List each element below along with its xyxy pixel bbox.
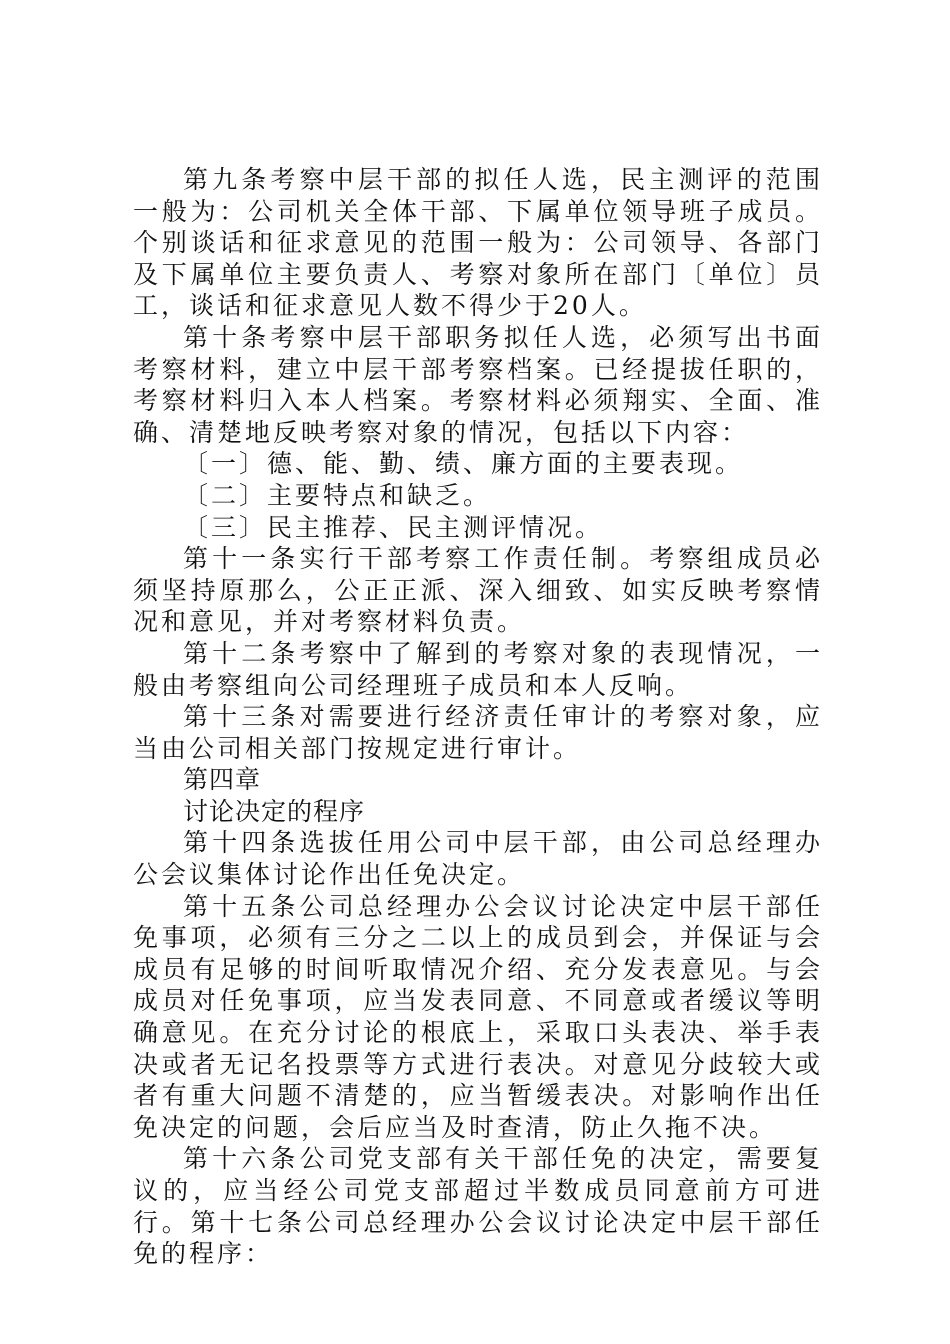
article-12-paragraph: 第十二条考察中了解到的考察对象的表现情况，一般由考察组向公司经理班子成员和本人反响。 [133,638,823,700]
article-13-paragraph: 第十三条对需要进行经济责任审计的考察对象，应当由公司相关部门按规定进行审计。 [133,702,823,763]
list-item-2: 〔二〕主要特点和缺乏。 [183,480,492,510]
list-item-1: 〔一〕德、能、勤、绩、廉方面的主要表现。 [183,449,744,479]
article-15-paragraph: 第十五条公司总经理办公会议讨论决定中层干部任免事项，必须有三分之二以上的成员到会，并保证与会成员有足够的时间听取情况介绍、充分发表意见。与会成员对任免事项，应当发表同意、不同意或者缓议等明确意见。在充分讨论的根底上，采取口头表决、举手表决或者无记名投票等方式进行表决。对意见分歧较大或者有重大问题不清楚的，应当暂缓表决。对影响作出任免决定的问题，会后应当及时查清，防止久拖不决。 [133,891,823,1142]
chapter-heading: 第四章 [183,765,262,795]
chapter-title: 讨论决定的程序 [183,796,366,826]
list-item-3: 〔三〕民主推荐、民主测评情况。 [183,512,604,542]
document-body [133,164,823,1270]
article-10-paragraph: 第十条考察中层干部职务拟任人选，必须写出书面考察材料，建立中层干部考察档案。已经提拔任职的，考察材料归入本人档案。考察材料必须翔实、全面、准确、清楚地反映考察对象的情况，包括以下内容： [133,322,823,447]
article-9-paragraph: 第九条考察中层干部的拟任人选，民主测评的范围一般为：公司机关全体干部、下属单位领导班子成员。个别谈话和征求意见的范围一般为：公司领导、各部门及下属单位主要负责人、考察对象所在部门〔单位〕员工，谈话和征求意见人数不得少于20人。 [133,165,823,321]
article-11-paragraph: 第十一条实行干部考察工作责任制。考察组成员必须坚持原那么，公正正派、深入细致、如实反映考察情况和意见，并对考察材料负责。 [133,544,823,637]
article-16-paragraph: 第十六条公司党支部有关干部任免的决定，需要复议的，应当经公司党支部超过半数成员同意前方可进行。第十七条公司总经理办公会议讨论决定中层干部任免的程序： [133,1144,823,1269]
article-14-paragraph: 第十四条选拔任用公司中层干部，由公司总经理办公会议集体讨论作出任免决定。 [133,828,823,890]
